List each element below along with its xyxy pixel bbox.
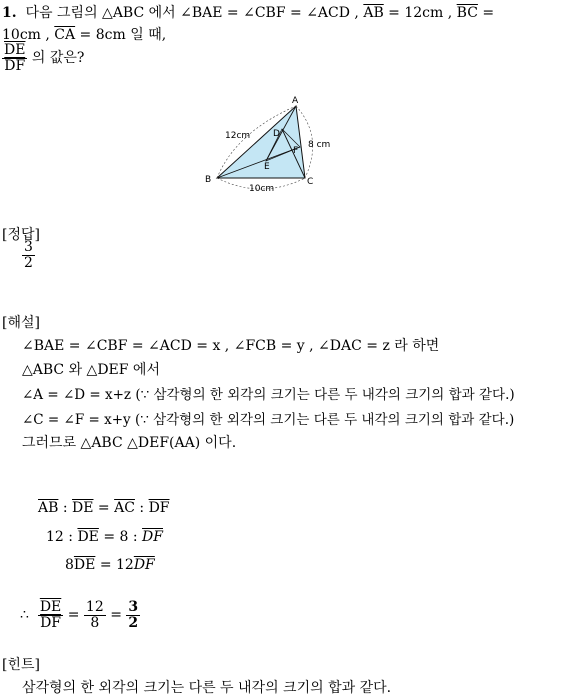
eq3-8: 8 — [65, 557, 74, 573]
triangle-abc — [217, 106, 305, 178]
solution-header: [해설] — [2, 315, 40, 331]
eq2-df: $\overline{DF}$ — [142, 529, 163, 545]
eq3-df: $\overline{DF}$ — [133, 557, 155, 573]
result-fraction-3 — [126, 600, 140, 630]
problem-text-3: 의 값은? — [27, 50, 85, 67]
problem-line-3 — [2, 43, 84, 73]
problem-text-2b: = 8cm 일 때, — [75, 27, 167, 43]
label-b: B — [205, 175, 212, 185]
fraction-numerator: $\overline{DE}$ — [4, 42, 26, 58]
label-ca-length: 8 cm — [308, 140, 331, 150]
answer-header: [정답] — [2, 227, 40, 243]
problem-line-2 — [2, 24, 166, 44]
problem-fraction — [2, 43, 27, 73]
result-num-1: $\overline{DE}$ — [39, 599, 62, 615]
triangle-figure — [196, 92, 346, 196]
result-den-3: 2 — [128, 614, 139, 631]
solution-line-1: ∠BAE = ∠CBF = ∠ACD = x , ∠FCB = y , ∠DAC = z 라 하면 — [22, 338, 440, 354]
problem-line-1 — [2, 2, 494, 22]
eq1-df: $\overline{DF}$ — [148, 500, 170, 516]
segment-bc: $\overline{BC}$ — [456, 5, 478, 21]
answer-numerator: 3 — [24, 239, 33, 255]
eq3-de: $\overline{DE}$ — [73, 557, 96, 573]
solution-line-5: 그러므로 △ABC △DEF(AA) 이다. — [22, 435, 237, 451]
fraction-denominator: DF — [4, 57, 26, 74]
result-equation: ∴ $\frac{\overline{DE}}{DF}$ = $\frac{12}{8}$ = $\frac{3}{2}$ — [20, 599, 139, 631]
answer-fraction — [22, 240, 35, 270]
eq2-12: 12 : — [46, 529, 78, 545]
segment-ca: $\overline{CA}$ — [54, 27, 76, 43]
solution-line-3: ∠A = ∠D = x+z (∵ 삼각형의 한 외각의 크기는 다른 두 내각의 크기의 합과 같다.) — [22, 387, 515, 403]
result-num-3: 3 — [128, 599, 139, 615]
label-d: D — [273, 129, 280, 139]
label-e: E — [264, 162, 270, 172]
problem-text-1b: = 12cm , — [383, 5, 457, 21]
result-den-2: 8 — [90, 614, 100, 631]
label-c: C — [307, 177, 314, 187]
therefore-symbol: ∴ — [20, 607, 29, 624]
hint-text: 삼각형의 한 외각의 크기는 다른 두 내각의 크기의 합과 같다. — [22, 680, 392, 696]
hint-header: [힌트] — [2, 657, 40, 673]
eq1-de: $\overline{DE}$ — [72, 500, 94, 516]
problem-number: 1. — [2, 5, 17, 21]
eq1-ab: $\overline{AB}$ — [38, 500, 59, 516]
problem-text-1c: = — [477, 5, 495, 21]
label-ab-length: 12cm — [225, 131, 251, 141]
result-den-1: DF — [40, 614, 62, 631]
equation-3 — [65, 557, 155, 573]
solution-line-2: △ABC 와 △DEF 에서 — [22, 362, 160, 378]
eq2-de: $\overline{DE}$ — [77, 529, 99, 545]
problem-text-1a: 다음 그림의 △ABC 에서 ∠BAE = ∠CBF = ∠ACD , — [25, 5, 364, 21]
equation-1: $\overline{AB}$ : $\overline{DE} = \overline{AC}$ : $\overline{DF}$ — [38, 500, 170, 516]
segment-ab: $\overline{AB}$ — [363, 5, 384, 21]
problem-text-2a: 10cm , — [2, 27, 55, 43]
answer-value — [22, 240, 35, 270]
label-a: A — [292, 96, 299, 106]
label-bc-length: 10cm — [249, 184, 275, 194]
eq1-ac: $\overline{AC}$ — [114, 500, 135, 516]
eq3-12: = 12 — [95, 557, 134, 573]
result-fraction-1 — [38, 600, 63, 630]
solution-line-4: ∠C = ∠F = x+y (∵ 삼각형의 한 외각의 크기는 다른 두 내각의 크기의 합과 같다.) — [22, 412, 515, 428]
answer-denominator: 2 — [24, 254, 33, 271]
equation-2 — [46, 529, 163, 545]
result-num-2: 12 — [85, 599, 104, 615]
result-fraction-2 — [84, 600, 106, 630]
eq2-mid: = 8 : — [98, 529, 143, 545]
label-f: F — [293, 146, 299, 156]
